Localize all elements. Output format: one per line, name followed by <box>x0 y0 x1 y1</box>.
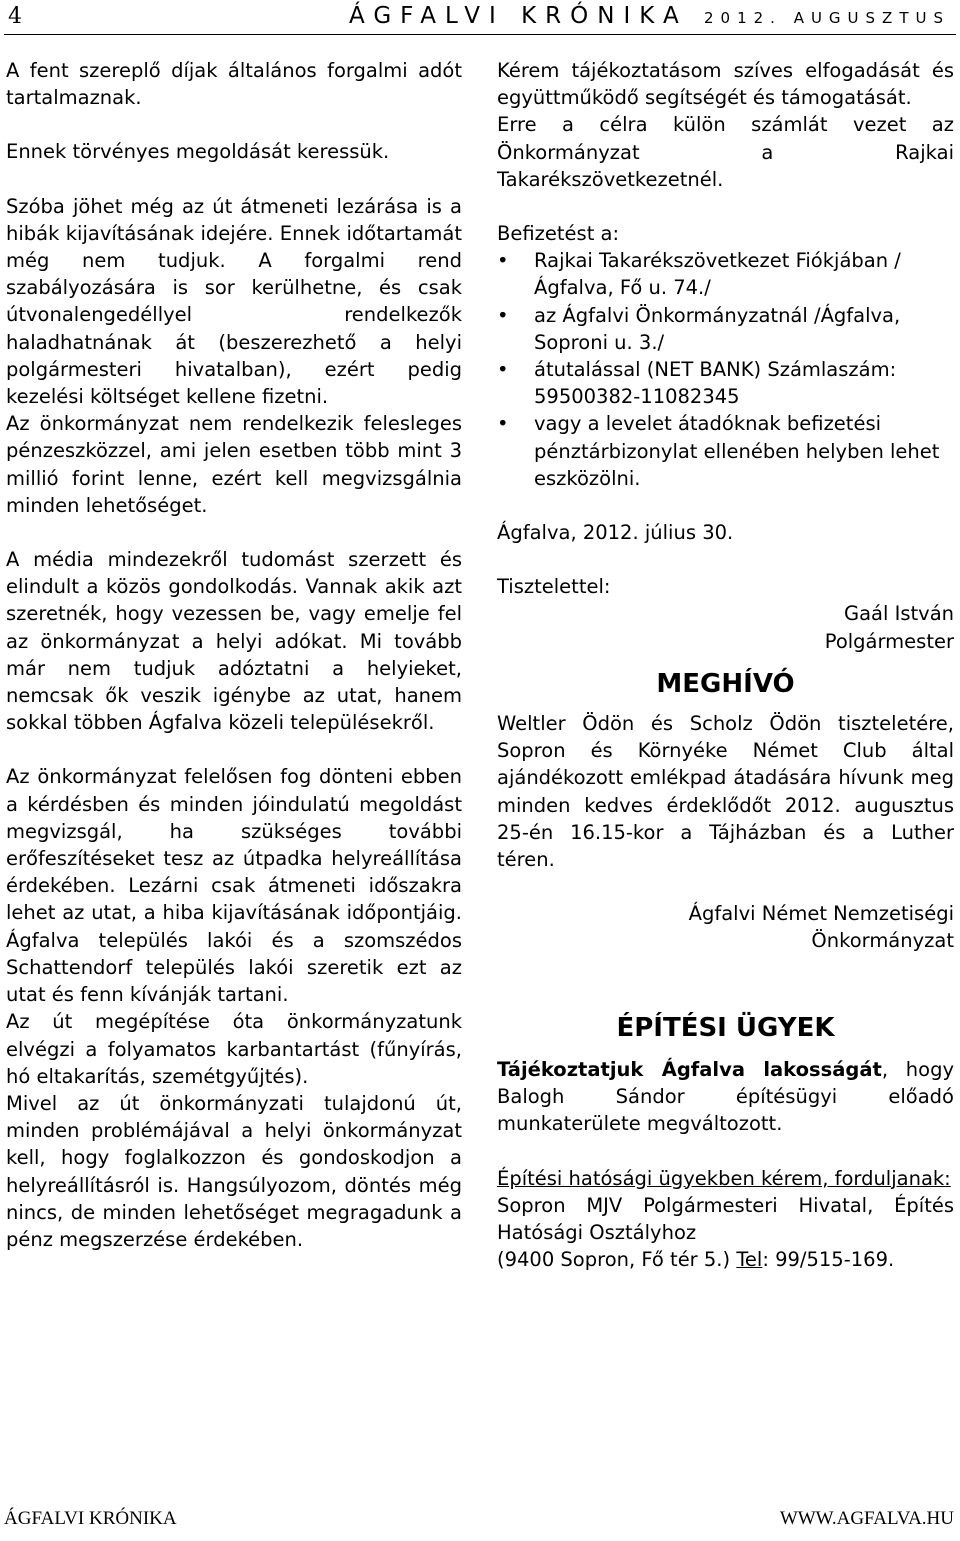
paragraph: Mivel az út önkormányzati tulajdonú út, minden problémájával a helyi önkormányzat kell, hogy foglalkozzon és gondoskodjon a helyreállításról is. Hangsúlyozom, döntés még nincs, de minden lehetőséget megragadunk a pénz megszerzése érdekében. <box>6 1091 462 1251</box>
payment-label: Befizetést a: <box>497 222 620 246</box>
office-name: Sopron MJV Polgármesteri Hivatal, Építés Hatósági Osztályhoz <box>497 1193 954 1244</box>
list-item: • átutalással (NET BANK) Számlaszám: 59500382-11082345 <box>497 356 954 410</box>
list-item: • Rajkai Takarékszövetkezet Fiókjában /Ágfalva, Fő u. 74./ <box>497 247 954 301</box>
tel-label: Tel <box>736 1248 763 1272</box>
footer-website: WWW.AGFALVA.HU <box>779 1508 954 1529</box>
tel-value: : 99/515-169. <box>762 1248 895 1272</box>
issue-date: 2012. AUGUSZTUS <box>703 9 950 27</box>
invitation-signature: Ágfalvi Német Nemzetiségi <box>688 902 954 926</box>
paragraph: A média mindezekről tudomást szerzett és elindult a közös gondolkodás. Vannak akik azt szeretnék, hogy vezessen be, vagy emelje fel az önkormányzat a helyi adókat. Mi tovább már nem tudjuk adóztatni a helyieket, nemcsak ők veszik igénybe az utat, hanem sokkal többen Ágfalva közeli településekről. <box>6 548 462 735</box>
paragraph: Szóba jöhet még az út átmeneti lezárása is a hibák kijavításának idejére. Ennek időtartamát még nem tudjuk. A forgalmi rend szabályozására is sor kerülhetne, és csak útvonalengedéllyel rendelkezők haladhatnának át (beszerezhető a helyi polgármesteri hivatalban), ezért pedig kezelési költséget kellene fizetni. <box>6 194 462 409</box>
paragraph: Az önkormányzat felelősen fog dönteni ebben a kérdésben és minden jóindulatú megoldást megvizsgál, ha szükséges további erőfeszítéseket tesz az útpadka helyreállítása érdekében. Lezárni csak átmeneti időszakra lehet az utat, a hiba kijavításának időpontjáig. Ágfalva település lakói és a szomszédos Schattendorf település lakói szeretik ezt az utat és fenn kívánják tartani. <box>6 765 462 1007</box>
address-text: (9400 Sopron, Fő tér 5.) <box>497 1248 737 1272</box>
paragraph: Ennek törvényes megoldását keressük. <box>6 140 390 164</box>
building-notice <box>497 1056 954 1138</box>
signer-title: Polgármester <box>824 629 954 653</box>
list-item: • az Ágfalvi Önkormányzatnál /Ágfalva, Soproni u. 3./ <box>497 302 954 356</box>
header-title-group <box>349 3 950 29</box>
page-number: 4 <box>8 4 22 29</box>
paragraph: Erre a célra külön számlát vezet az Önkormányzat a Rajkai Takarékszövetkezetnél. <box>497 113 954 191</box>
notice-rest: , hogy Balogh Sándor építésügyi előadó munkaterülete megváltozott. <box>497 1057 954 1136</box>
right-column <box>497 57 954 1273</box>
contact-instruction: Építési hatósági ügyekben kérem, forduljanak: <box>497 1166 951 1190</box>
meghivo-heading: MEGHÍVÓ <box>656 668 795 699</box>
invitation-text: Weltler Ödön és Scholz Ödön tiszteletére, Sopron és Környéke Német Club által ajándékozott emlékpad átadására hívunk meg minden kedves érdeklődőt 2012. augusztus 25-én 16.15-kor a Tájházban és a Luther téren. <box>497 712 954 872</box>
left-column <box>6 57 462 1253</box>
footer-left: ÁGFALVI KRÓNIKA <box>4 1508 177 1529</box>
payment-options-list <box>497 247 954 492</box>
page-header <box>4 2 956 35</box>
date-line: Ágfalva, 2012. július 30. <box>497 521 734 545</box>
paragraph: Az út megépítése óta önkormányzatunk elvégzi a folyamatos karbantartást (fűnyírás, hó eltakarítás, szemétgyűjtés). <box>6 1010 462 1088</box>
invitation-signature: Önkormányzat <box>811 929 954 953</box>
paragraph: A fent szereplő díjak általános forgalmi adót tartalmaznak. <box>6 59 462 110</box>
epitesi-heading: ÉPÍTÉSI ÜGYEK <box>616 1012 835 1043</box>
list-item: • vagy a levelet átadóknak befizetési pénztárbizonylat ellenében helyben lehet eszközölni. <box>497 410 954 492</box>
publication-title: ÁGFALVI KRÓNIKA <box>348 3 688 29</box>
paragraph: Az önkormányzat nem rendelkezik felesleges pénzeszközzel, ami jelen esetben több mint 3 millió forint lenne, ezért kell megvizsgálnia minden lehetőséget. <box>6 412 462 517</box>
office-address <box>497 1246 954 1273</box>
signer-name: Gaál István <box>843 602 954 626</box>
greeting: Tisztelettel: <box>497 575 611 599</box>
notice-lead: Tájékoztatjuk Ágfalva lakosságát <box>497 1057 882 1081</box>
paragraph: Kérem tájékoztatásom szíves elfogadását és együttműködő segítségét és támogatását. <box>497 59 954 110</box>
